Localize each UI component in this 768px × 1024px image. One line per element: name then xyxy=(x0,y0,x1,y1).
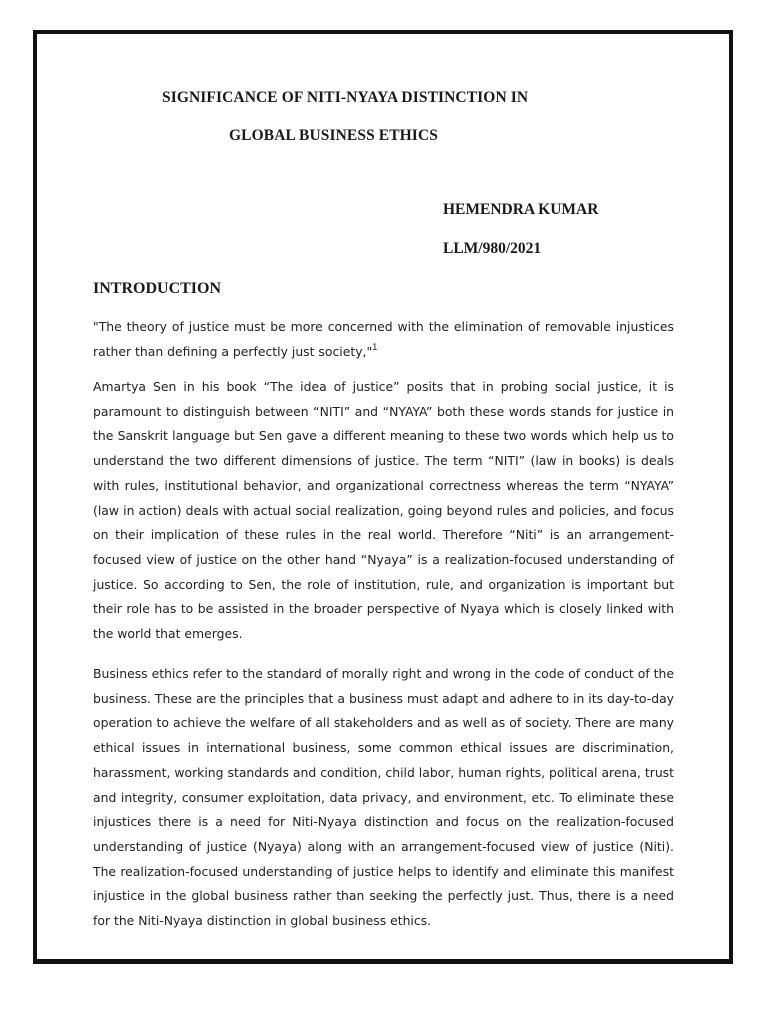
body-paragraph-sen: Amartya Sen in his book “The idea of justice” posits that in probing social justice, it is paramount to distinguish between “NITI” and “NYAYA” both these words stands for justice in the Sanskrit language but Sen gave a different meaning to these two words which help us to understand the two different dimensions of justice. The term “NITI” (law in books) is deals with rules, institutional behavior, and organizational correctness whereas the term “NYAYA” (law in action) deals with actual social realization, going beyond rules and policies, and focus on their implication of these rules in the real world. Therefore “Niti” is an arrangement-focused view of justice on the other hand “Nyaya” is a realization-focused understanding of justice. So according to Sen, the role of institution, rule, and organization is important but their role has to be assisted in the broader perspective of Nyaya which is closely linked with the world that emerges. xyxy=(93,379,674,642)
author-id: LLM/980/2021 xyxy=(443,240,542,257)
quote-text: "The theory of justice must be more concerned with the elimination of removable injustices rather than defining a perfectly just society," xyxy=(93,319,674,359)
quote-paragraph xyxy=(93,315,674,364)
document-title-line-2: GLOBAL BUSINESS ETHICS xyxy=(229,127,438,144)
section-heading: INTRODUCTION xyxy=(93,280,222,297)
author-name: HEMENDRA KUMAR xyxy=(443,201,599,218)
footnote-marker: 1 xyxy=(372,342,378,353)
body-paragraph-business-ethics: Business ethics refer to the standard of morally right and wrong in the code of conduct of the business. These are the principles that a business must adapt and adhere to in its day-to-day operation to achieve the welfare of all stakeholders and as well as of society. There are many ethical issues in international business, some common ethical issues are discrimination, harassment, working standards and condition, child labor, human rights, political arena, trust and integrity, consumer exploitation, data privacy, and environment, etc. To eliminate these injustices there is a need for Niti-Nyaya distinction and focus on the realization-focused understanding of justice (Nyaya) along with an arrangement-focused view of justice (Niti). The realization-focused understanding of justice helps to identify and eliminate this manifest injustice in the global business rather than seeking the perfectly just. Thus, there is a need for the Niti-Nyaya distinction in global business ethics. xyxy=(93,666,674,929)
document-title-line-1: SIGNIFICANCE OF NITI-NYAYA DISTINCTION IN xyxy=(162,89,529,106)
